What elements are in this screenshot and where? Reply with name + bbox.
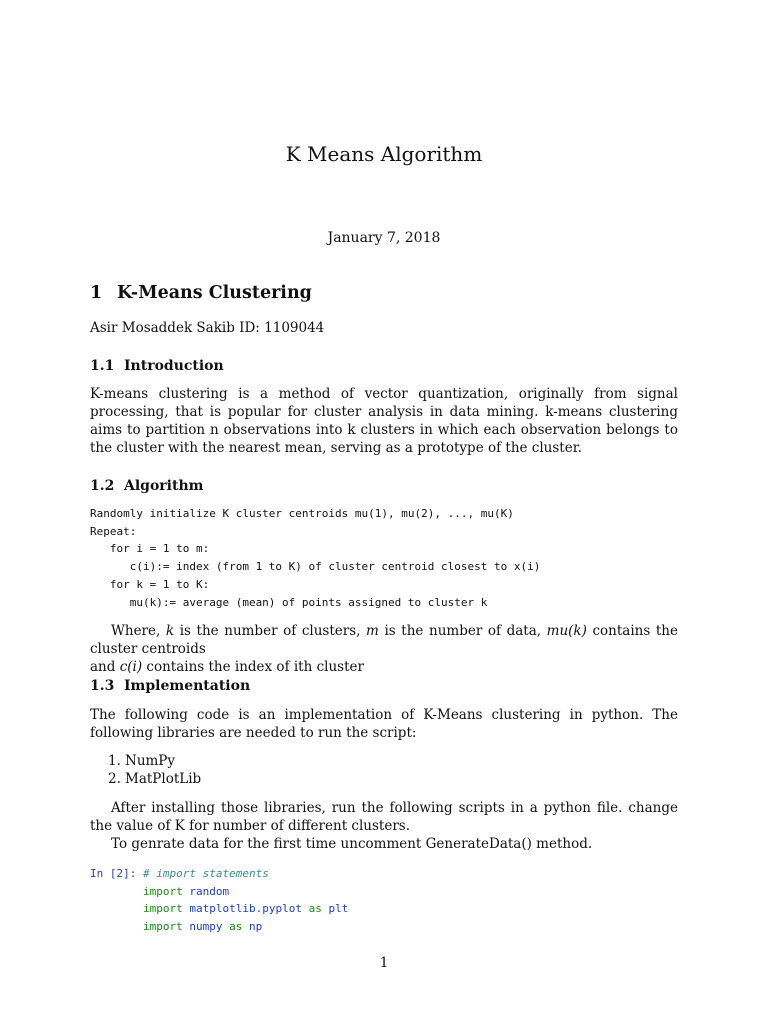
pseudocode-line: Repeat:	[90, 524, 137, 538]
code-keyword: import	[142, 920, 183, 934]
var-c: c(i)	[119, 659, 143, 675]
where-text: Where,	[111, 623, 166, 639]
list-item	[108, 752, 201, 770]
code-keyword: import	[142, 902, 183, 916]
list-label: NumPy	[125, 753, 176, 769]
subsection-number: 1.3	[90, 678, 115, 694]
where-text: is the number of clusters,	[174, 623, 367, 639]
var-mu: mu(k)	[546, 623, 587, 639]
where-text: is the number of data,	[378, 623, 547, 639]
document-title: K Means Algorithm	[285, 142, 483, 166]
pseudocode-line: mu(k):= average (mean) of points assigned to cluster k	[90, 595, 488, 609]
section-number: 1	[90, 283, 103, 303]
code-cell	[90, 865, 348, 936]
pseudocode-line: c(i):= index (from 1 to K) of cluster centroid closest to x(i)	[90, 560, 541, 574]
where-text: and	[90, 659, 120, 675]
var-m: m	[366, 623, 379, 639]
section-heading	[90, 283, 312, 303]
subsection-heading-introduction	[90, 358, 224, 374]
subsection-heading-algorithm	[90, 478, 203, 494]
subsection-title: Introduction	[124, 358, 224, 374]
after-install-paragraph: After installing those libraries, run the following scripts in a python file. change the value of K for number of different clusters.	[90, 800, 678, 834]
page-number: 1	[379, 955, 389, 971]
code-keyword: as	[229, 920, 243, 934]
var-k: k	[165, 623, 175, 639]
subsection-title: Implementation	[124, 678, 251, 694]
library-list	[108, 752, 201, 788]
subsection-title: Algorithm	[124, 478, 204, 494]
code-line	[90, 918, 348, 936]
code-line	[90, 883, 348, 901]
code-alias: np	[248, 920, 263, 934]
author-line: Asir Mosaddek Sakib ID: 1109044	[90, 320, 325, 336]
code-module: numpy	[189, 920, 223, 934]
where-text: contains the index of ith cluster	[142, 659, 364, 675]
list-item	[108, 770, 201, 788]
pseudocode-line: for i = 1 to m:	[90, 542, 210, 556]
list-label: MatPlotLib	[125, 771, 202, 787]
code-keyword: as	[308, 902, 322, 916]
list-number: 2.	[108, 771, 121, 787]
document-date: January 7, 2018	[327, 230, 441, 246]
code-module: random	[189, 884, 230, 898]
list-number: 1.	[108, 753, 121, 769]
implementation-paragraph: The following code is an implementation of K-Means clustering in python. The following libraries are needed to run the script:	[90, 707, 678, 741]
where-text: contains the cluster centroids	[90, 623, 678, 657]
subsection-number: 1.1	[90, 358, 115, 374]
code-comment: # import statements	[142, 867, 269, 880]
generate-data-paragraph: To genrate data for the first time uncomment GenerateData() method.	[111, 836, 593, 852]
code-module: matplotlib.pyplot	[189, 902, 302, 916]
code-keyword: import	[142, 884, 183, 898]
cell-prompt: In [2]:	[90, 867, 137, 880]
where-paragraph	[90, 622, 678, 676]
intro-paragraph: K-means clustering is a method of vector quantization, originally from signal processing, that is popular for cluster analysis in data mining. k-means clustering aims to partition n observations into k clusters in which each observation belongs to the cluster with the nearest mean, serving as a prototype of the cluster.	[90, 386, 678, 456]
algorithm-pseudocode	[90, 505, 540, 611]
section-title: K-Means Clustering	[117, 283, 312, 303]
pseudocode-line: Randomly initialize K cluster centroids mu(1), mu(2), ..., mu(K)	[90, 507, 514, 520]
pseudocode-line: for k = 1 to K:	[90, 577, 210, 591]
subsection-number: 1.2	[90, 478, 115, 494]
subsection-heading-implementation	[90, 678, 250, 694]
code-line	[90, 865, 348, 883]
code-line	[90, 900, 348, 918]
code-alias: plt	[328, 902, 349, 916]
